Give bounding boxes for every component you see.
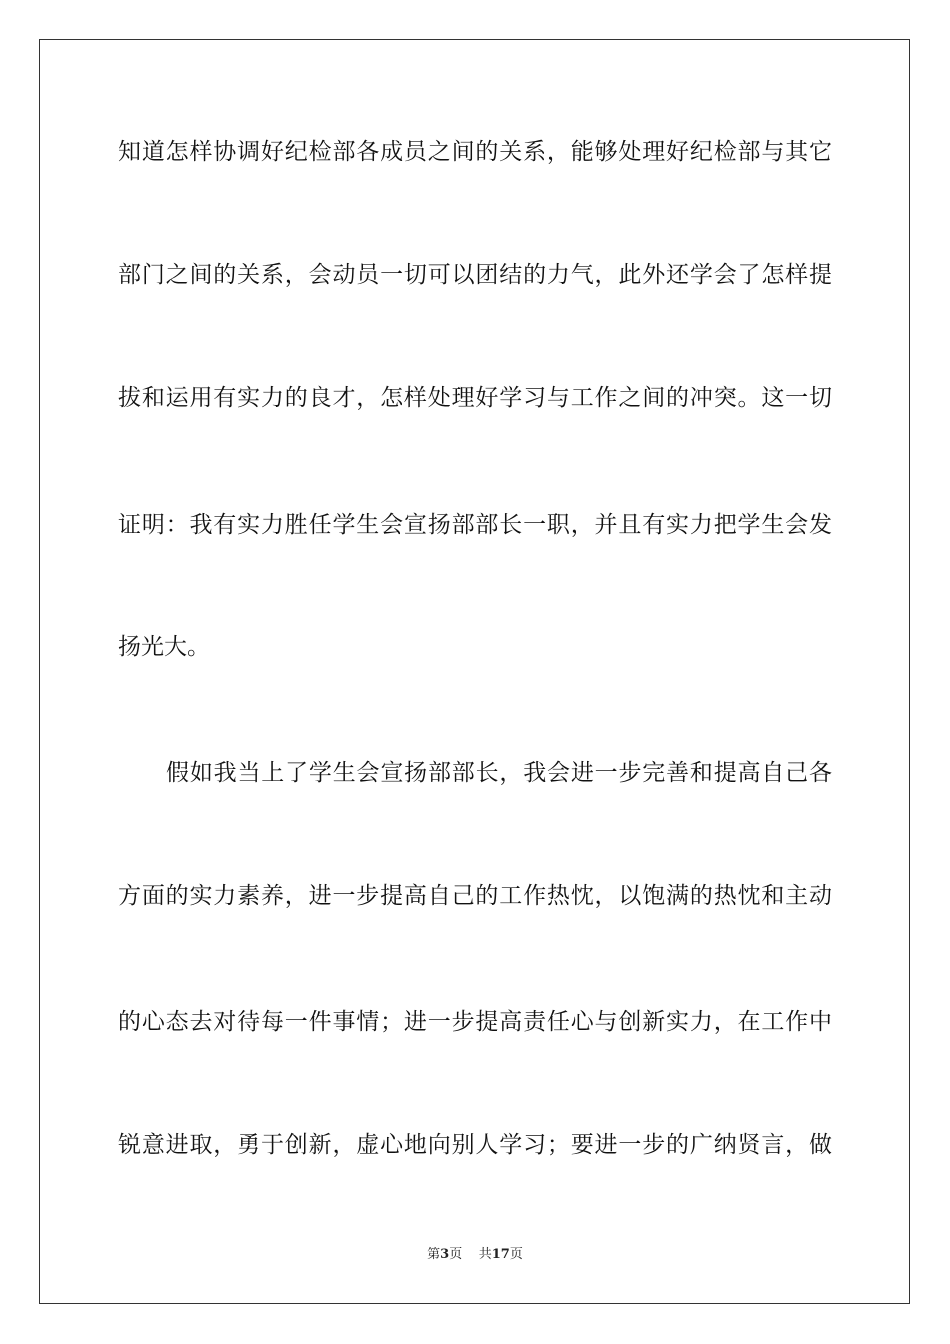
- text-line: 方面的实力素养，进一步提高自己的工作热忱，以饱满的热忱和主动: [118, 883, 832, 909]
- page-footer: [0, 1245, 950, 1265]
- text-line: 的心态去对待每一件事情；进一步提高责任心与创新实力，在工作中: [118, 1009, 832, 1035]
- page-label-prefix: 第: [427, 1247, 441, 1262]
- total-pages: 17: [491, 1247, 510, 1262]
- text-line: 部门之间的关系，会动员一切可以团结的力气，此外还学会了怎样提: [118, 262, 832, 288]
- page-border: [39, 39, 910, 1304]
- page-number: 3: [440, 1247, 450, 1262]
- text-line: 证明：我有实力胜任学生会宣扬部部长一职，并且有实力把学生会发: [118, 512, 832, 538]
- text-line: 知道怎样协调好纪检部各成员之间的关系，能够处理好纪检部与其它: [118, 139, 832, 165]
- total-label-suffix: 页: [509, 1247, 523, 1262]
- text-line: 锐意进取，勇于创新，虚心地向别人学习；要进一步的广纳贤言，做: [118, 1132, 832, 1158]
- text-line: 拔和运用有实力的良才，怎样处理好学习与工作之间的冲突。这一切: [118, 385, 832, 411]
- page-label-suffix: 页: [449, 1247, 463, 1262]
- total-label-prefix: 共: [478, 1247, 492, 1262]
- text-line: 扬光大。: [118, 634, 210, 660]
- paragraph-first-line: 假如我当上了学生会宣扬部部长，我会进一步完善和提高自己各: [166, 760, 832, 786]
